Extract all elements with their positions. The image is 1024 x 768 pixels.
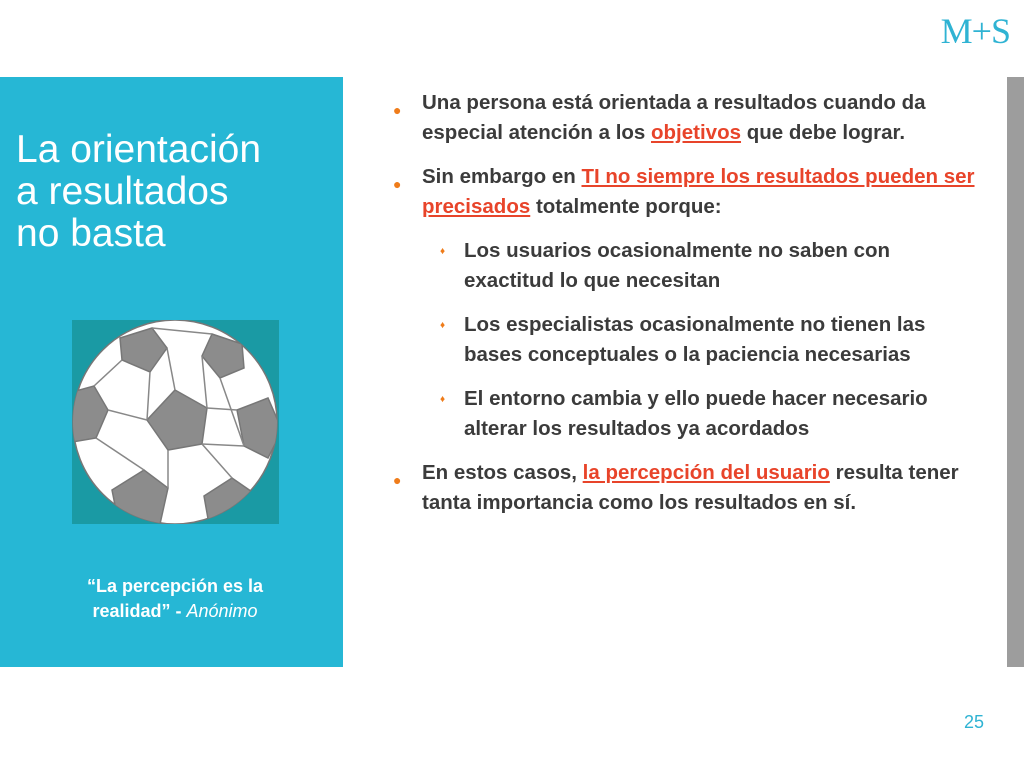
sub-bullet-icon: ♦: [440, 394, 446, 405]
sub-bullet-text: Los usuarios ocasionalmente no saben con exactitud lo que necesitan: [464, 239, 891, 292]
bullet-text: En estos casos,: [422, 461, 583, 484]
bullet-text: totalmente porque:: [530, 195, 722, 218]
company-logo: M+S: [940, 11, 1010, 51]
soccer-ball-icon: [72, 320, 279, 524]
bullet-text: que debe lograr.: [741, 121, 906, 144]
bullet-text: Sin embargo en: [422, 165, 582, 188]
sub-bullet-icon: ♦: [440, 320, 446, 331]
bullet-icon: ●: [393, 472, 402, 488]
sub-bullet-text: Los especialistas ocasionalmente no tienen las bases conceptuales o la paciencia necesarias: [464, 313, 926, 366]
bullet-text: Una persona está orientada a resultados cuando da especial atención a los: [422, 91, 926, 144]
bullet-item: [390, 162, 980, 222]
right-accent-bar: [1007, 77, 1024, 667]
bullet-highlight: objetivos: [651, 121, 742, 144]
quote-line-1: “La percepción es la: [86, 576, 264, 596]
bullet-highlight: la percepción del usuario: [582, 461, 830, 484]
slide-title-line-1: La orientación: [16, 128, 262, 171]
sub-bullet-item: [432, 384, 980, 444]
page-number: 25: [963, 712, 984, 732]
sub-bullet-item: [432, 310, 980, 370]
soccer-ball-image: [72, 320, 279, 524]
sub-bullet-item: [432, 236, 980, 296]
quote: [30, 574, 320, 624]
quote-line-2: realidad” -: [92, 601, 182, 621]
bullet-text: resulta tener tanta importancia como los resultados en sí.: [422, 461, 959, 514]
sub-bullet-text: El entorno cambia y ello puede hacer necesario alterar los resultados ya acordados: [464, 387, 928, 440]
slide-title: [16, 129, 336, 255]
left-panel: [0, 77, 343, 667]
bullet-icon: ●: [393, 176, 402, 192]
bullet-item: [390, 88, 980, 148]
slide-title-line-3: no basta: [16, 212, 166, 255]
bullet-list: [390, 88, 980, 532]
quote-author: Anónimo: [186, 601, 258, 621]
bullet-item: [390, 458, 980, 518]
bullet-icon: ●: [393, 102, 402, 118]
bullet-highlight: TI no siempre los resultados pueden ser precisados: [422, 165, 975, 218]
slide-title-line-2: a resultados: [16, 170, 229, 213]
sub-bullet-icon: ♦: [440, 246, 446, 257]
